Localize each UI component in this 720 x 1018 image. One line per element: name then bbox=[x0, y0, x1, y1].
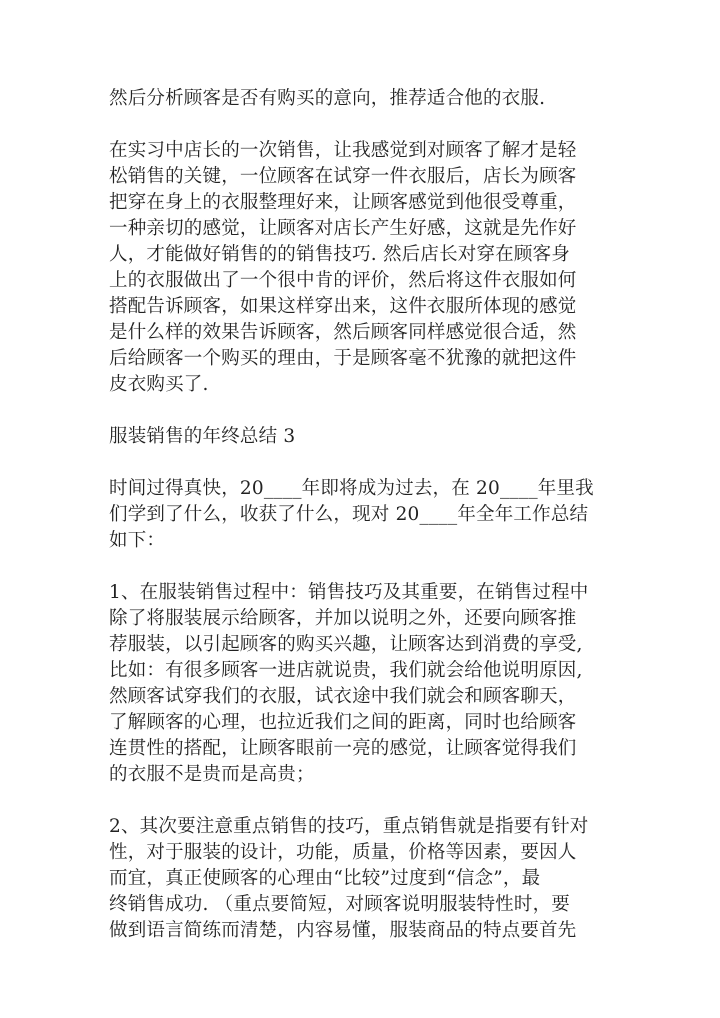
text-line: 了解顾客的心理，也拉近我们之间的距离，同时也给顾客 bbox=[109, 712, 577, 733]
text-line: 是什么样的效果告诉顾客，然后顾客同样感觉很合适，然 bbox=[109, 322, 577, 343]
text-line: 在实习中店长的一次销售，让我感觉到对顾客了解才是轻 bbox=[109, 140, 577, 161]
text-line: 如下： bbox=[109, 530, 166, 551]
text-line: 一种亲切的感觉，让顾客对店长产生好感，这就是先作好 bbox=[109, 218, 577, 239]
paragraph bbox=[109, 138, 609, 398]
text-line: 把穿在身上的衣服整理好来，让顾客感觉到他很受尊重， bbox=[109, 192, 577, 213]
text-line: 的衣服不是贵而是高贵； bbox=[109, 764, 315, 785]
text-line: 比如：有很多顾客一进店就说贵，我们就会给他说明原因, bbox=[109, 660, 583, 681]
text-line: 后给顾客一个购买的理由，于是顾客毫不犹豫的就把这件 bbox=[109, 348, 577, 369]
text-line: 荐服装，以引起顾客的购买兴趣，让顾客达到消费的享受, bbox=[109, 634, 583, 655]
text-line: 皮衣购买了. bbox=[109, 374, 209, 395]
text-line: 终销售成功. （重点要简短，对顾客说明服装特性时，要 bbox=[109, 894, 570, 915]
paragraph bbox=[109, 580, 609, 788]
text-line: 上的衣服做出了一个很中肯的评价，然后将这件衣服如何 bbox=[109, 270, 577, 291]
text-line: 人，才能做好销售的的销售技巧. 然后店长对穿在顾客身 bbox=[109, 244, 570, 265]
paragraph bbox=[109, 814, 609, 944]
text-line: 们学到了什么，收获了什么，现对 20____年全年工作总结 bbox=[109, 504, 589, 525]
paragraph bbox=[109, 476, 609, 554]
text-line: 做到语言简练而清楚，内容易懂，服装商品的特点要首先 bbox=[109, 920, 577, 941]
text-line: 性，对于服装的设计，功能，质量，价格等因素，要因人 bbox=[109, 842, 577, 863]
text-line: 服装销售的年终总结 3 bbox=[109, 426, 296, 447]
paragraph bbox=[109, 424, 609, 450]
text-line: 松销售的关键，一位顾客在试穿一件衣服后，店长为顾客 bbox=[109, 166, 577, 187]
text-line: 1、在服装销售过程中：销售技巧及其重要，在销售过程中 bbox=[109, 582, 589, 603]
text-line: 时间过得真快，20____年即将成为过去，在 20____年里我 bbox=[109, 478, 594, 499]
document-body bbox=[109, 86, 609, 970]
text-line: 连贯性的搭配，让顾客眼前一亮的感觉，让顾客觉得我们 bbox=[109, 738, 577, 759]
text-line: 然顾客试穿我们的衣服，试衣途中我们就会和顾客聊天， bbox=[109, 686, 577, 707]
paragraph bbox=[109, 86, 609, 112]
text-line: 2、其次要注意重点销售的技巧，重点销售就是指要有针对 bbox=[109, 816, 589, 837]
text-line: 搭配告诉顾客，如果这样穿出来，这件衣服所体现的感觉 bbox=[109, 296, 577, 317]
text-line: 然后分析顾客是否有购买的意向，推荐适合他的衣服. bbox=[109, 88, 546, 109]
text-line: 除了将服装展示给顾客，并加以说明之外，还要向顾客推 bbox=[109, 608, 577, 629]
text-line: 而宜，真正使顾客的心理由“比较”过度到“信念”，最 bbox=[109, 868, 541, 889]
